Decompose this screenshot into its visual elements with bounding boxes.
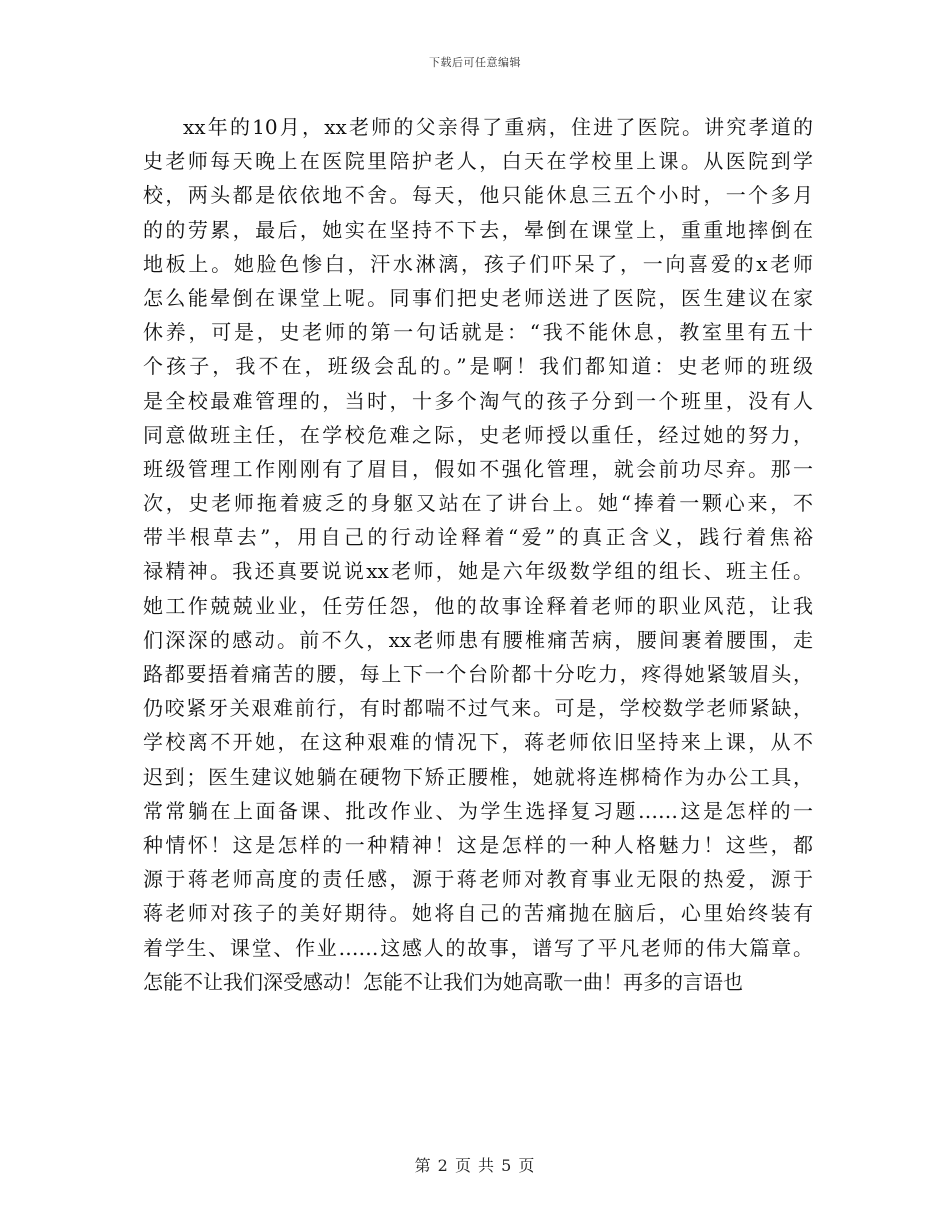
- text-line: 休养，可是，史老师的第一句话就是：“我不能休息，教室里有五十: [143, 320, 813, 345]
- body-text: [143, 110, 813, 999]
- text-line: 同意做班主任，在学校危难之际，史老师授以重任，经过她的努力，: [143, 422, 813, 447]
- text-line: 的的劳累，最后，她实在坚持不下去，晕倒在课堂上，重重地摔倒在: [143, 217, 813, 242]
- text-line: 禄精神。我还真要说说xx老师，她是六年级数学组的组长、班主任。: [143, 559, 813, 584]
- text-line: 着学生、课堂、作业……这感人的故事，谱写了平凡老师的伟大篇章。: [143, 935, 813, 960]
- text-line: 仍咬紧牙关艰难前行，有时都喘不过气来。可是，学校数学老师紧缺，: [143, 696, 813, 721]
- page-header: 下载后可任意编辑: [429, 56, 521, 69]
- text-line: 史老师每天晚上在医院里陪护老人，白天在学校里上课。从医院到学: [143, 149, 813, 174]
- text-line: 是全校最难管理的，当时，十多个淘气的孩子分到一个班里，没有人: [143, 388, 813, 413]
- text-line: 学校离不开她，在这种艰难的情况下，蒋老师依旧坚持来上课，从不: [143, 730, 813, 755]
- text-line: 怎么能晕倒在课堂上呢。同事们把史老师送进了医院，医生建议在家: [143, 285, 813, 310]
- text-line: 源于蒋老师高度的责任感，源于蒋老师对教育事业无限的热爱，源于: [143, 867, 813, 892]
- text-line: 班级管理工作刚刚有了眉目，假如不强化管理，就会前功尽弃。那一: [143, 456, 813, 481]
- text-line: 蒋老师对孩子的美好期待。她将自己的苦痛抛在脑后，心里始终装有: [143, 901, 813, 926]
- text-line: 次，史老师拖着疲乏的身躯又站在了讲台上。她“捧着一颗心来，不: [143, 491, 813, 516]
- text-line: 校，两头都是依依地不舍。每天，他只能休息三五个小时，一个多月: [143, 183, 813, 208]
- text-line: 个孩子，我不在，班级会乱的。”是啊！我们都知道：史老师的班级: [143, 354, 813, 379]
- text-line: 们深深的感动。前不久，xx老师患有腰椎痛苦病，腰间裹着腰围，走: [143, 627, 813, 652]
- text-line: xx年的10月，xx老师的父亲得了重病，住进了医院。讲究孝道的: [183, 115, 813, 139]
- text-line: 带半根草去”，用自己的行动诠释着“爱”的真正含义，践行着焦裕: [143, 525, 813, 550]
- text-line: 她工作兢兢业业，任劳任怨，他的故事诠释着老师的职业风范，让我: [143, 593, 813, 618]
- text-line: 怎能不让我们深受感动！怎能不让我们为她高歌一曲！再多的言语也: [143, 969, 743, 994]
- text-line: 种情怀！这是怎样的一种精神！这是怎样的一种人格魅力！这些，都: [143, 832, 813, 857]
- text-line: 地板上。她脸色惨白，汗水淋漓，孩子们吓呆了，一向喜爱的x老师: [143, 251, 813, 276]
- page-footer: 第 2 页 共 5 页: [414, 1156, 536, 1175]
- text-line: 常常躺在上面备课、批改作业、为学生选择复习题……这是怎样的一: [143, 798, 813, 823]
- text-line: 路都要捂着痛苦的腰，每上下一个台阶都十分吃力，疼得她紧皱眉头，: [143, 662, 813, 686]
- text-line: 迟到；医生建议她躺在硬物下矫正腰椎，她就将连梆椅作为办公工具，: [143, 764, 813, 789]
